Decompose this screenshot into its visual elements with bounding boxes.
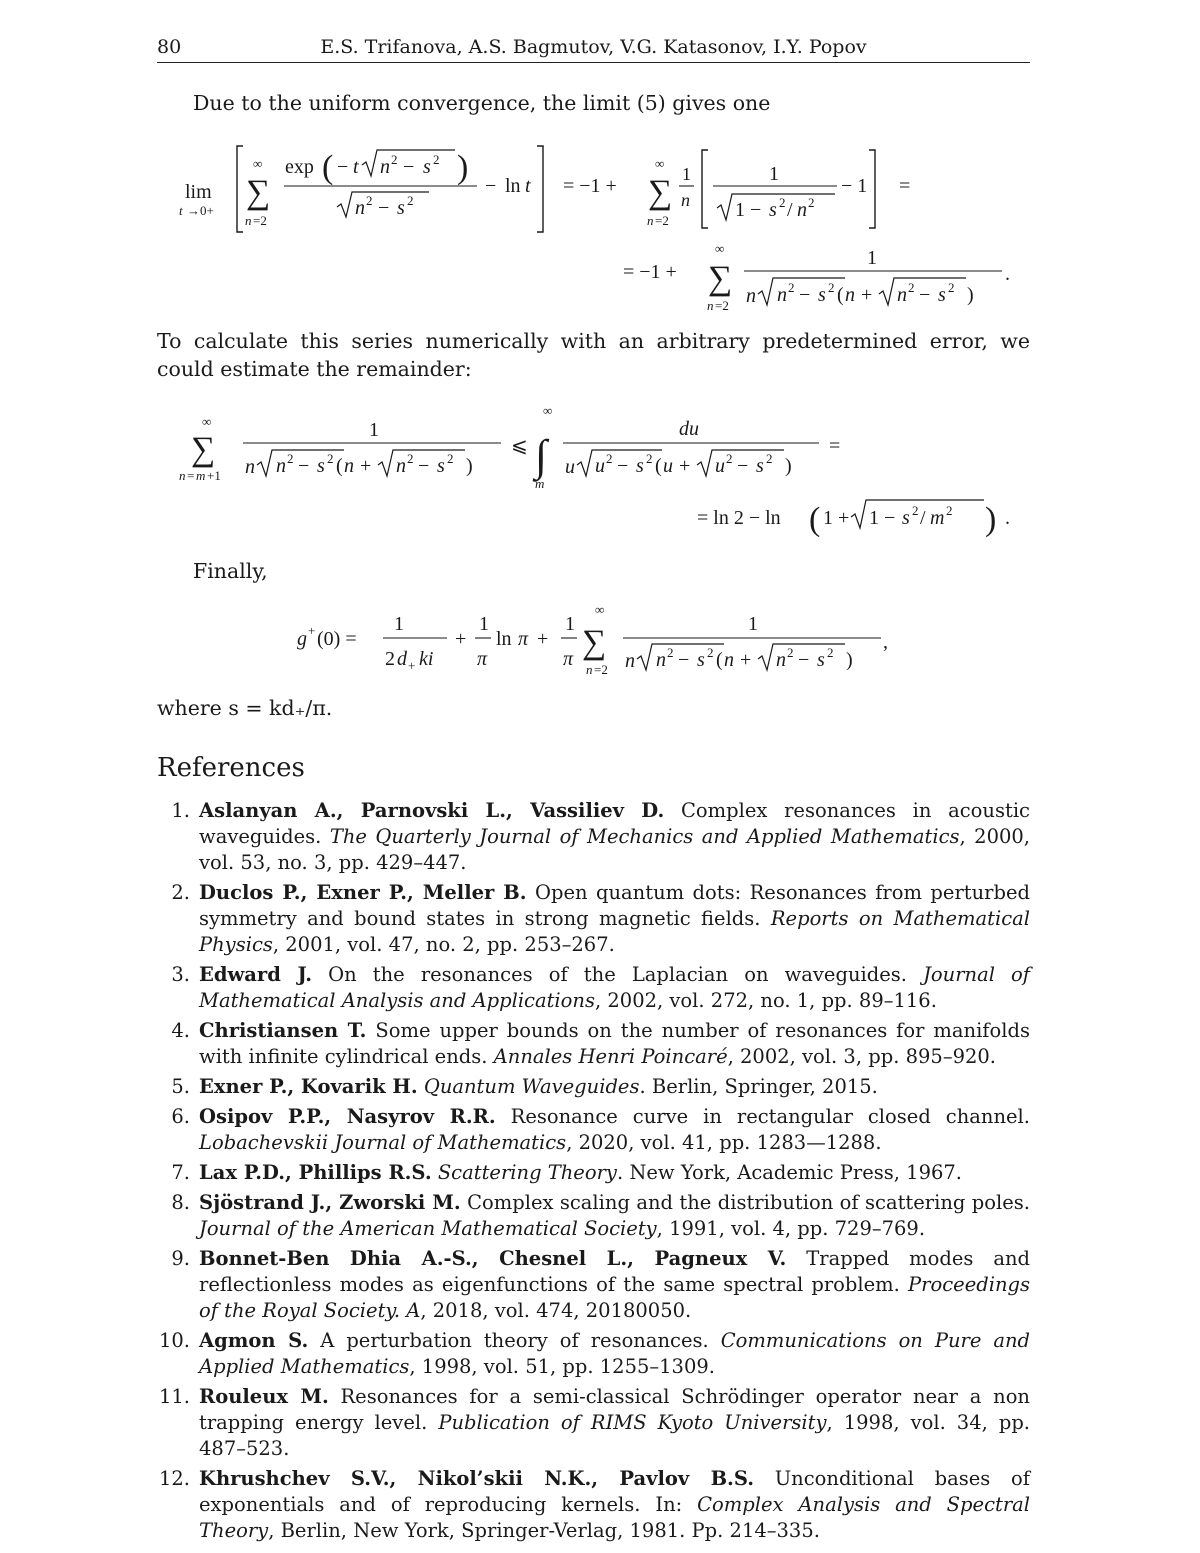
svg-text:du: du (679, 418, 699, 440)
reference-details: , 2020, vol. 41, pp. 1283—1288. (566, 1131, 882, 1154)
svg-text:−: − (298, 455, 310, 477)
svg-text:=: = (829, 435, 841, 457)
svg-text:+: + (861, 284, 873, 306)
reference-item (157, 798, 1030, 876)
svg-text:2: 2 (766, 451, 773, 466)
svg-text:): ) (985, 501, 997, 538)
svg-text:n: n (797, 199, 807, 221)
svg-text:t: t (525, 175, 531, 197)
where-paragraph: where s = kd₊/π. (157, 696, 333, 720)
reference-title: Complex scaling and the distribution of scattering poles. (460, 1191, 1030, 1214)
svg-text:s: s (697, 649, 705, 671)
svg-text:): ) (846, 649, 853, 671)
reference-journal: Quantum Waveguides (423, 1075, 640, 1098)
svg-text:1: 1 (479, 613, 489, 635)
svg-text:∑: ∑ (246, 174, 271, 211)
svg-text:n: n (245, 213, 252, 228)
reference-authors: Rouleux M. (199, 1385, 329, 1408)
reference-journal: Scattering Theory (437, 1161, 617, 1184)
svg-text:t: t (179, 203, 183, 218)
reference-authors: Duclos P., Exner P., Meller B. (199, 881, 527, 904)
reference-journal: Publication of RIMS Kyoto University (438, 1411, 827, 1434)
reference-authors: Khrushchev S.V., Nikol’skii N.K., Pavlov B.S. (199, 1467, 755, 1490)
svg-text:exp: exp (285, 156, 314, 178)
reference-item (157, 962, 1030, 1014)
svg-text:n: n (586, 662, 593, 677)
svg-text:+: + (537, 628, 549, 650)
svg-text:(0) =: (0) = (317, 628, 357, 650)
svg-text:∑: ∑ (708, 260, 733, 297)
svg-text:n: n (344, 455, 354, 477)
svg-text:= −1 +: = −1 + (623, 261, 677, 283)
reference-details: . Berlin, Springer, 2015. (639, 1075, 878, 1098)
reference-details: , 2018, vol. 474, 20180050. (420, 1299, 692, 1322)
svg-text:−: − (798, 649, 810, 671)
reference-number: 9. (171, 1247, 190, 1270)
svg-text:=: = (899, 175, 911, 197)
reference-authors: Aslanyan A., Parnovski L., Vassiliev D. (199, 799, 665, 822)
svg-text:n: n (897, 284, 907, 306)
svg-text:+: + (455, 628, 467, 650)
svg-text:m: m (196, 468, 206, 483)
svg-text:.: . (1005, 507, 1010, 529)
reference-item (157, 1018, 1030, 1070)
reference-number: 10. (158, 1329, 190, 1352)
svg-text:2: 2 (726, 451, 733, 466)
svg-text:−: − (403, 156, 415, 178)
svg-text:2: 2 (787, 645, 794, 660)
svg-text:2: 2 (779, 195, 786, 210)
reference-item (157, 1466, 1030, 1544)
svg-text:1: 1 (394, 613, 404, 635)
svg-text:+: + (679, 455, 691, 477)
svg-text:2: 2 (327, 451, 334, 466)
svg-text:s: s (817, 649, 825, 671)
svg-text:,: , (883, 631, 888, 653)
reference-item (157, 1104, 1030, 1156)
svg-text:/: / (920, 507, 926, 529)
reference-authors: Osipov P.P., Nasyrov R.R. (199, 1105, 496, 1128)
svg-text:+: + (308, 623, 316, 638)
reference-authors: Agmon S. (199, 1329, 309, 1352)
reference-item (157, 1384, 1030, 1462)
svg-text:= −1 +: = −1 + (563, 175, 617, 197)
running-authors: E.S. Trifanova, A.S. Bagmutov, V.G. Katasonov, I.Y. Popov (320, 36, 867, 58)
reference-details: , 2001, vol. 47, no. 2, pp. 253–267. (272, 933, 615, 956)
svg-text:2: 2 (407, 451, 414, 466)
svg-text:−: − (617, 455, 629, 477)
svg-text:lim: lim (185, 181, 212, 203)
reference-title: Some upper bounds on the number of resonances for manifolds with infinite cylindrical ends. (199, 1019, 1030, 1068)
svg-text:1: 1 (748, 613, 758, 635)
running-header (157, 34, 1030, 63)
svg-text:−: − (337, 156, 349, 178)
reference-item (157, 1190, 1030, 1242)
svg-text:): ) (457, 149, 469, 186)
svg-text:ki: ki (419, 648, 434, 670)
svg-text:(: ( (837, 284, 844, 306)
svg-text:2: 2 (433, 152, 440, 167)
svg-text:⩽: ⩽ (511, 435, 528, 457)
svg-text:n: n (625, 650, 635, 672)
reference-title: Open quantum dots: Resonances from perturbed symmetry and bound states in strong magnetic fields. (199, 881, 1030, 930)
reference-number: 8. (171, 1191, 190, 1214)
references-heading: References (157, 753, 305, 783)
svg-text:∞: ∞ (202, 414, 212, 429)
reference-journal: Lobachevskii Journal of Mathematics (199, 1131, 567, 1154)
final-equation (157, 598, 1030, 680)
svg-text:u: u (715, 455, 725, 477)
svg-text:= ln 2 − ln: = ln 2 − ln (697, 507, 781, 529)
svg-text:n: n (707, 298, 714, 313)
reference-number: 3. (171, 963, 190, 986)
reference-number: 5. (171, 1075, 190, 1098)
svg-text:=2: =2 (655, 213, 669, 228)
svg-text:): ) (785, 455, 792, 477)
reference-number: 11. (158, 1385, 190, 1408)
svg-text:n: n (647, 213, 654, 228)
svg-text:−: − (418, 455, 430, 477)
reference-item (157, 1328, 1030, 1380)
svg-text:n: n (845, 284, 855, 306)
svg-text:d: d (397, 648, 407, 670)
svg-text:1 −: 1 − (869, 507, 896, 529)
reference-journal: Annales Henri Poincaré (493, 1045, 728, 1068)
svg-text:∞: ∞ (715, 241, 725, 256)
svg-text:n: n (656, 649, 666, 671)
svg-text:(: ( (336, 455, 343, 477)
svg-text:∞: ∞ (543, 403, 553, 418)
reference-number: 2. (171, 881, 190, 904)
svg-text:): ) (967, 284, 974, 306)
svg-text:m: m (535, 476, 545, 491)
reference-authors: Sjöstrand J., Zworski M. (199, 1191, 461, 1214)
svg-text:n: n (776, 649, 786, 671)
reference-journal: Journal of Mathematical Analysis and Applications (199, 963, 1031, 1012)
svg-text:1: 1 (682, 164, 691, 184)
page-number: 80 (157, 36, 182, 58)
svg-text:s: s (902, 507, 910, 529)
reference-journal: Journal of the American Mathematical Society (199, 1217, 657, 1240)
reference-journal: Reports on Mathematical Physics (199, 907, 1030, 956)
reference-journal: The Quarterly Journal of Mechanics and Applied Mathematics (329, 825, 960, 848)
svg-text:2: 2 (287, 451, 294, 466)
svg-text:u: u (595, 455, 605, 477)
svg-text:=2: =2 (715, 298, 729, 313)
svg-text:s: s (636, 455, 644, 477)
svg-text:=2: =2 (594, 662, 608, 677)
svg-text:2: 2 (385, 648, 395, 670)
svg-text:s: s (769, 199, 777, 221)
svg-text:2: 2 (908, 280, 915, 295)
svg-text:=: = (187, 468, 195, 483)
svg-text:1: 1 (369, 419, 379, 441)
svg-text:): ) (466, 455, 473, 477)
svg-text:t: t (353, 156, 359, 178)
svg-text:+1: +1 (207, 468, 221, 483)
svg-text:1 −: 1 − (735, 199, 762, 221)
svg-text:(: ( (716, 649, 723, 671)
svg-text:2: 2 (391, 152, 398, 167)
svg-text:.: . (1005, 263, 1010, 285)
reference-title: Trapped modes and reflectionless modes as eigenfunctions of the same spectral problem. (199, 1247, 1030, 1296)
svg-text:π: π (518, 628, 529, 650)
svg-text:1: 1 (867, 247, 877, 269)
svg-text:2: 2 (606, 451, 613, 466)
svg-text:2: 2 (646, 451, 653, 466)
reference-journal: Proceedings of the Royal Society. A (199, 1273, 1030, 1322)
svg-text:m: m (930, 507, 945, 529)
svg-text:=2: =2 (253, 213, 267, 228)
svg-text:s: s (423, 156, 431, 178)
svg-text:ln: ln (505, 175, 521, 197)
svg-text:2: 2 (707, 645, 714, 660)
reference-number: 4. (171, 1019, 190, 1042)
svg-text:n: n (681, 190, 690, 210)
reference-authors: Edward J. (199, 963, 313, 986)
svg-text:2: 2 (407, 193, 414, 208)
calc-paragraph: To calculate this series numerically with an arbitrary predetermined error, we could estimate the remainder: (157, 329, 1030, 381)
svg-text:2: 2 (447, 451, 454, 466)
reference-authors: Lax P.D., Phillips R.S. (199, 1161, 432, 1184)
references-list (157, 798, 1030, 1548)
reference-item (157, 1246, 1030, 1324)
reference-title: Resonances for a semi-classical Schrödinger operator near a non trapping energy level. (199, 1385, 1030, 1434)
svg-text:−: − (919, 284, 931, 306)
svg-text:−: − (737, 455, 749, 477)
svg-text:n: n (245, 456, 255, 478)
svg-text:− 1: − 1 (841, 175, 868, 197)
svg-text:2: 2 (948, 280, 955, 295)
reference-authors: Christiansen T. (199, 1019, 367, 1042)
svg-text:→0+: →0+ (187, 203, 214, 218)
svg-text:2: 2 (827, 645, 834, 660)
svg-text:2: 2 (946, 503, 953, 518)
svg-text:n: n (179, 468, 186, 483)
svg-text:u: u (565, 456, 575, 478)
reference-item (157, 1160, 1030, 1186)
svg-text:2: 2 (366, 193, 373, 208)
reference-authors: Exner P., Kovarik H. (199, 1075, 418, 1098)
reference-authors: Bonnet-Ben Dhia A.-S., Chesnel L., Pagneux V. (199, 1247, 787, 1270)
reference-item (157, 880, 1030, 958)
svg-text:−: − (378, 197, 390, 219)
svg-text:−: − (799, 284, 811, 306)
svg-text:n: n (777, 284, 787, 306)
finally-paragraph: Finally, (193, 559, 268, 583)
reference-number: 12. (158, 1467, 190, 1490)
svg-text:s: s (818, 284, 826, 306)
reference-title: Unconditional bases of exponentials and of reproducing kernels. In: (199, 1467, 1030, 1516)
svg-text:∞: ∞ (595, 602, 605, 617)
reference-details: , 2002, vol. 3, pp. 895–920. (727, 1045, 996, 1068)
reference-number: 1. (171, 799, 190, 822)
reference-details: . New York, Academic Press, 1967. (616, 1161, 962, 1184)
svg-text:1: 1 (565, 613, 575, 635)
reference-number: 6. (171, 1105, 190, 1128)
svg-text:u: u (663, 455, 673, 477)
svg-text:2: 2 (808, 195, 815, 210)
reference-journal: Complex Analysis and Spectral Theory (199, 1493, 1031, 1542)
reference-details: , 2000, vol. 53, no. 3, pp. 429–447. (199, 825, 1030, 874)
svg-text:s: s (397, 197, 405, 219)
svg-text:2: 2 (828, 280, 835, 295)
svg-text:1 +: 1 + (823, 507, 850, 529)
svg-text:π: π (563, 648, 574, 670)
svg-text:(: ( (655, 455, 662, 477)
reference-title: A perturbation theory of resonances. (308, 1329, 721, 1352)
reference-title: Resonance curve in rectangular closed channel. (495, 1105, 1030, 1128)
svg-text:2: 2 (667, 645, 674, 660)
reference-title: Complex resonances in acoustic waveguides. (199, 799, 1030, 848)
reference-details: , Berlin, New York, Springer-Verlag, 1981. Pp. 214–335. (268, 1519, 820, 1542)
svg-text:∑: ∑ (191, 431, 216, 468)
svg-text:1: 1 (769, 163, 779, 185)
svg-text:s: s (756, 455, 764, 477)
svg-text:(: ( (809, 501, 821, 538)
reference-details: , 1991, vol. 4, pp. 729–769. (656, 1217, 926, 1240)
svg-text:n: n (355, 197, 365, 219)
svg-text:s: s (437, 455, 445, 477)
svg-text:2: 2 (788, 280, 795, 295)
svg-text:2: 2 (912, 503, 919, 518)
reference-item (157, 1074, 1030, 1100)
reference-journal: Communications on Pure and Applied Mathematics (199, 1329, 1030, 1378)
svg-text:n: n (724, 649, 734, 671)
svg-text:s: s (317, 455, 325, 477)
svg-text:n: n (396, 455, 406, 477)
remainder-equation (157, 400, 1030, 540)
svg-text:n: n (380, 156, 390, 178)
svg-text:g: g (297, 628, 307, 650)
svg-text:∫: ∫ (535, 431, 548, 480)
reference-title: On the resonances of the Laplacian on waveguides. (312, 963, 924, 986)
svg-text:+: + (740, 649, 752, 671)
svg-text:+: + (408, 658, 416, 673)
reference-number: 7. (171, 1161, 190, 1184)
reference-details: , 1998, vol. 51, pp. 1255–1309. (409, 1355, 715, 1378)
limit-equation (157, 140, 1030, 315)
reference-details: , 1998, vol. 34, pp. 487–523. (199, 1411, 1031, 1460)
svg-text:∑: ∑ (648, 174, 673, 211)
svg-text:π: π (477, 648, 488, 670)
svg-text:∑: ∑ (582, 624, 607, 661)
intro-paragraph: Due to the uniform convergence, the limit (5) gives one (193, 91, 771, 115)
svg-text:−: − (485, 175, 497, 197)
svg-text:ln: ln (496, 628, 512, 650)
svg-text:n: n (746, 285, 756, 307)
svg-text:/: / (787, 199, 793, 221)
svg-text:−: − (678, 649, 690, 671)
svg-text:s: s (938, 284, 946, 306)
svg-text:+: + (360, 455, 372, 477)
svg-text:∞: ∞ (253, 156, 263, 171)
svg-text:(: ( (322, 149, 334, 186)
reference-details: , 2002, vol. 272, no. 1, pp. 89–116. (594, 989, 937, 1012)
svg-text:n: n (276, 455, 286, 477)
svg-text:∞: ∞ (655, 156, 665, 171)
